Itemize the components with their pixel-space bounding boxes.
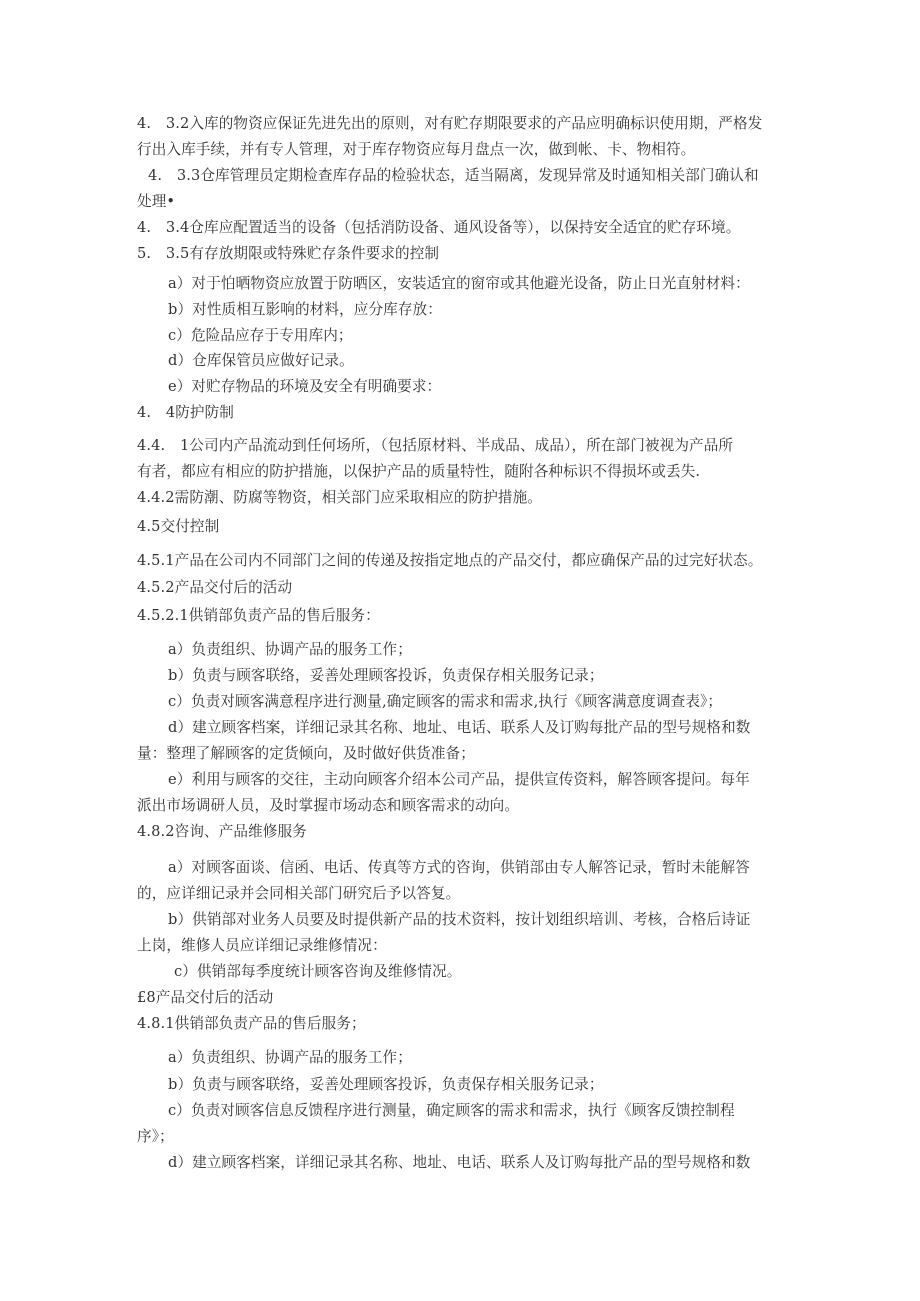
list-item: b）供销部对业务人员要及时提供新产品的技术资料，按计划组织培训、考核，合格后诗证 [168, 911, 751, 928]
list-item: c）供销部每季度统计顾客咨询及维修情况。 [174, 963, 462, 980]
section-heading: 4.8.2咨询、产品维修服务 [137, 823, 307, 840]
list-item: d）建立顾客档案，详细记录其名称、地址、电话、联系人及订购每批产品的型号规格和数 [168, 1154, 751, 1171]
list-item: c）负责对顾客信息反馈程序进行测量，确定顾客的需求和需求，执行《顾客反馈控制程 [168, 1102, 735, 1119]
text-line: 的，应详细记录并会同相关部门研究后予以答复。 [137, 885, 461, 902]
text-line: 量：整理了解顾客的定货倾向，及时做好供货准备； [137, 745, 475, 762]
text-line: 4. 3.4仓库应配置适当的设备（包括消防设备、通风设备等），以保持安全适宜的贮存环境。 [137, 219, 741, 236]
text-line: 处理• [137, 193, 176, 210]
text-line: 上岗，维修人员应详细记录维修情况： [137, 937, 387, 954]
text-line: 4.4. 1公司内产品流动到任何场所，（包括原材料、半成品、成品），所在部门被视为产品所 [137, 437, 734, 454]
section-heading: £8产品交付后的活动 [137, 989, 274, 1006]
list-item: d）建立顾客档案，详细记录其名称、地址、电话、联系人及订购每批产品的型号规格和数 [168, 719, 751, 736]
text-line: 4.5.2.1供销部负责产品的售后服务： [137, 607, 380, 624]
list-item: a）对于怕晒物资应放置于防晒区，安装适宜的窗帘或其他避光设备，防止日光直射材料： [168, 275, 750, 292]
list-item: e）利用与顾客的交往，主动向顾客介绍本公司产品，提供宣传资料，解答顾客提问。每年 [168, 771, 750, 788]
text-line: 4.8.1供销部负责产品的售后服务； [137, 1015, 366, 1032]
list-item: b）负责与顾客联络，妥善处理顾客投诉，负责保存相关服务记录； [168, 1076, 604, 1093]
text-line: 有者，都应有相应的防护措施，以保护产品的质量特性，随附各种标识不得损坏或丢失. [137, 463, 701, 480]
text-line: 4.5.2产品交付后的活动 [137, 579, 293, 596]
list-item: c）危险品应存于专用库内； [168, 327, 353, 344]
section-heading: 4.5交付控制 [137, 518, 220, 535]
text-line: 序》； [137, 1128, 174, 1145]
text-line: 4.4.2需防潮、防腐等物资，相关部门应采取相应的防护措施。 [137, 489, 542, 506]
text-line: 4. 3.3仓库管理员定期检查库存品的检验状态，适当隔离，发现异常及时通知相关部门确认和 [148, 167, 759, 184]
list-item: b）负责与顾客联络，妥善处理顾客投诉，负责保存相关服务记录； [168, 667, 604, 684]
list-item: a）负责组织、协调产品的服务工作； [168, 1049, 412, 1066]
list-item: c）负责对顾客满意程序进行测量,确定顾客的需求和需求,执行《顾客满意度调查表》； [168, 693, 723, 710]
text-line: 派出市场调研人员，及时掌握市场动态和顾客需求的动向。 [137, 797, 520, 814]
section-heading: 4. 4防护防制 [137, 404, 234, 421]
list-item: e）对贮存物品的环境及安全有明确要求： [168, 378, 442, 395]
text-line: 行出入库手续，并有专人管理，对于库存物资应每月盘点一次，做到帐、卡、物相符。 [137, 141, 696, 158]
list-item: a）负责组织、协调产品的服务工作； [168, 641, 412, 658]
list-item: b）对性质相互影响的材料，应分库存放： [168, 301, 442, 318]
list-item: d）仓库保管员应做好记录。 [168, 352, 354, 369]
text-line: 5. 3.5有存放期限或特殊贮存条件要求的控制 [137, 245, 440, 262]
text-line: 4.5.1产品在公司内不同部门之间的传递及按指定地点的产品交付，都应确保产品的过完好状态。 [137, 552, 763, 569]
text-line: 4. 3.2入库的物资应保证先进先出的原则，对有贮存期限要求的产品应明确标识使用期，严格发 [137, 115, 763, 132]
list-item: a）对顾客面谈、信函、电话、传真等方式的咨询，供销部由专人解答记录，暂时未能解答 [168, 859, 750, 876]
